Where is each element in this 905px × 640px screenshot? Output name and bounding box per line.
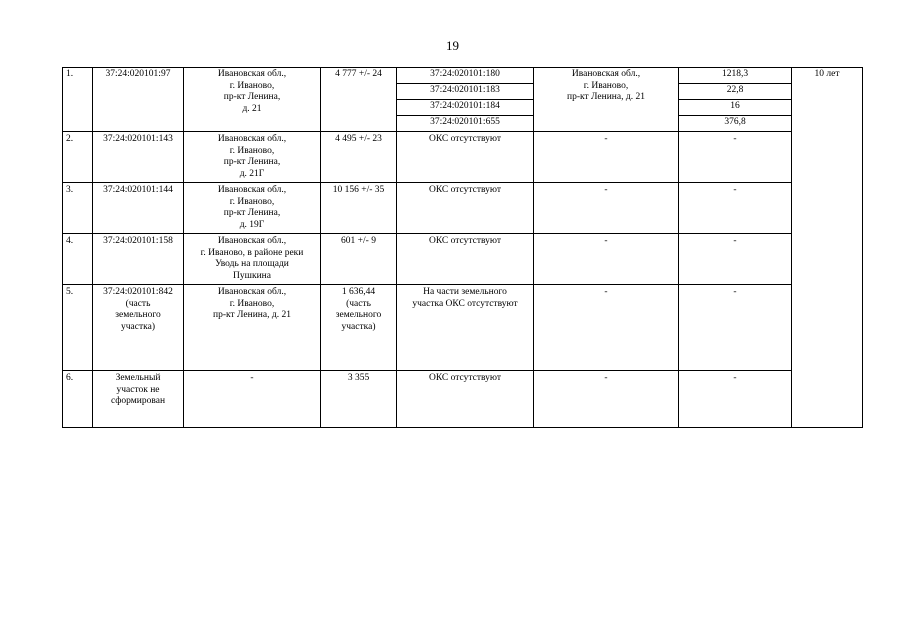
object-cadastral-number: 37:24:020101:183 — [397, 84, 534, 100]
plot-address: Ивановская обл., г. Иваново, пр-кт Ленина, д. 19Г — [184, 183, 321, 234]
object-address: Ивановская обл., г. Иваново, пр-кт Ленина, д. 21 — [534, 68, 679, 132]
cadastral-number: 37:24:020101:143 — [93, 132, 184, 183]
object-address: - — [534, 234, 679, 285]
table-row — [63, 68, 863, 84]
plot-area: 601 +/- 9 — [321, 234, 397, 285]
object-area: - — [679, 371, 792, 428]
plot-address: Ивановская обл., г. Иваново, в районе реки Уводь на площади Пушкина — [184, 234, 321, 285]
object-area: - — [679, 132, 792, 183]
row-number: 4. — [63, 234, 93, 285]
object-address: - — [534, 132, 679, 183]
cadastral-number: 37:24:020101:158 — [93, 234, 184, 285]
plot-area: 10 156 +/- 35 — [321, 183, 397, 234]
table-row — [63, 234, 863, 285]
plot-address: Ивановская обл., г. Иваново, пр-кт Ленина, д. 21 — [184, 285, 321, 371]
cadastral-number: Земельный участок не сформирован — [93, 371, 184, 428]
plot-area: 3 355 — [321, 371, 397, 428]
row-number: 2. — [63, 132, 93, 183]
object-area: - — [679, 234, 792, 285]
plot-address: Ивановская обл., г. Иваново, пр-кт Ленина, д. 21 — [184, 68, 321, 132]
object-area: - — [679, 183, 792, 234]
object-cadastral-number: 37:24:020101:180 — [397, 68, 534, 84]
cadastral-number: 37:24:020101:97 — [93, 68, 184, 132]
plot-area: 4 495 +/- 23 — [321, 132, 397, 183]
page-number: 19 — [446, 38, 459, 53]
row-number: 5. — [63, 285, 93, 371]
object-area: 22,8 — [679, 84, 792, 100]
plot-address: - — [184, 371, 321, 428]
oks-status: ОКС отсутствуют — [397, 183, 534, 234]
object-cadastral-number: 37:24:020101:655 — [397, 116, 534, 132]
object-area: - — [679, 285, 792, 371]
plot-area: 1 636,44 (часть земельного участка) — [321, 285, 397, 371]
plot-address: Ивановская обл., г. Иваново, пр-кт Ленина, д. 21Г — [184, 132, 321, 183]
plot-area: 4 777 +/- 24 — [321, 68, 397, 132]
oks-status: ОКС отсутствуют — [397, 132, 534, 183]
object-area: 1218,3 — [679, 68, 792, 84]
table-row — [63, 183, 863, 234]
oks-status: ОКС отсутствуют — [397, 371, 534, 428]
oks-status: На части земельного участка ОКС отсутствуют — [397, 285, 534, 371]
table-row — [63, 285, 863, 371]
object-area: 16 — [679, 100, 792, 116]
object-area: 376,8 — [679, 116, 792, 132]
cadastral-number: 37:24:020101:842 (часть земельного участка) — [93, 285, 184, 371]
oks-status: ОКС отсутствуют — [397, 234, 534, 285]
term: 10 лет — [792, 68, 863, 428]
object-cadastral-number: 37:24:020101:184 — [397, 100, 534, 116]
land-plots-table — [62, 67, 863, 428]
row-number: 3. — [63, 183, 93, 234]
row-number: 6. — [63, 371, 93, 428]
row-number: 1. — [63, 68, 93, 132]
cadastral-number: 37:24:020101:144 — [93, 183, 184, 234]
table-row — [63, 132, 863, 183]
object-address: - — [534, 371, 679, 428]
object-address: - — [534, 183, 679, 234]
object-address: - — [534, 285, 679, 371]
table-row — [63, 371, 863, 428]
